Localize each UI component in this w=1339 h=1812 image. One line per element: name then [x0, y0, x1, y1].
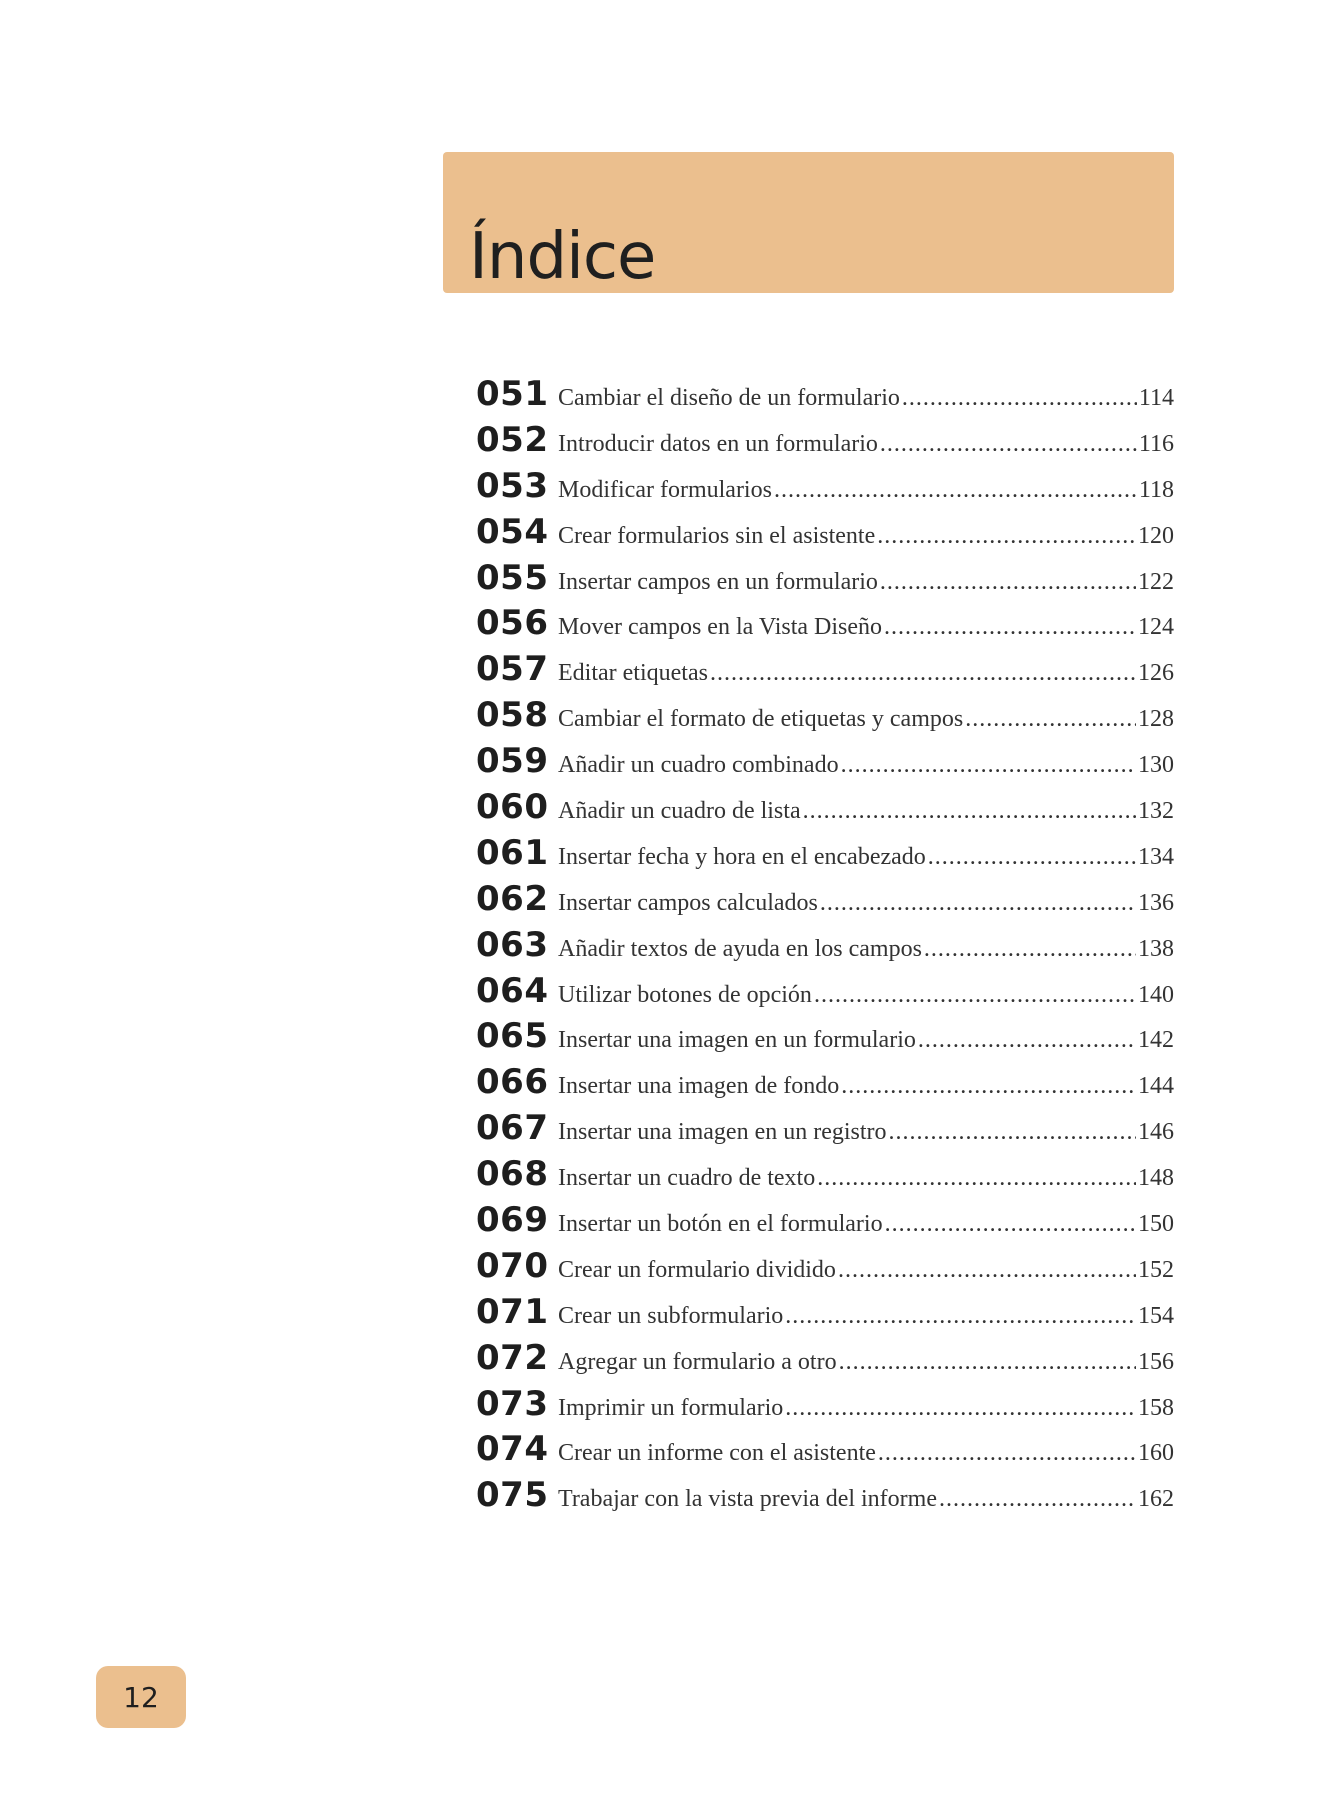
toc-entry: [476, 1292, 1174, 1338]
toc-entry-number: 066: [476, 1062, 549, 1103]
toc-entry: [476, 741, 1174, 787]
toc-entry-page: 134: [1138, 843, 1174, 870]
dot-leader: [878, 1440, 1136, 1467]
page-title: Índice: [469, 220, 656, 294]
toc-entry-number: 056: [476, 603, 549, 644]
toc-entry: [476, 420, 1174, 466]
toc-entry-title: Crear un informe con el asistente: [558, 1440, 876, 1467]
toc-entry-number: 062: [476, 878, 549, 919]
toc-entry-title: Crear un subformulario: [558, 1302, 784, 1329]
dot-leader: [880, 569, 1136, 596]
toc-entry-title: Insertar una imagen en un registro: [558, 1119, 887, 1146]
dot-leader: [803, 798, 1136, 825]
toc-entry-number: 065: [476, 1016, 549, 1057]
toc-entry-title: Trabajar con la vista previa del informe: [558, 1486, 937, 1513]
toc-entry: [476, 374, 1174, 420]
toc-entry: [476, 971, 1174, 1017]
toc-entry-title: Insertar fecha y hora en el encabezado: [558, 843, 926, 870]
toc-entry-number: 058: [476, 695, 549, 736]
toc-entry: [476, 1062, 1174, 1108]
dot-leader: [885, 1211, 1136, 1238]
toc-entry-title: Crear formularios sin el asistente: [558, 522, 876, 549]
toc-entry-title: Insertar campos calculados: [558, 889, 818, 916]
toc-entry-page: 124: [1138, 614, 1174, 641]
toc-entry: [476, 925, 1174, 971]
toc-entry-page: 128: [1138, 706, 1174, 733]
toc-entry: [476, 787, 1174, 833]
dot-leader: [902, 385, 1137, 412]
toc-entry: [476, 1475, 1174, 1521]
title-band: [443, 152, 1174, 293]
toc-entry-number: 054: [476, 511, 549, 552]
toc-entry: [476, 1200, 1174, 1246]
dot-leader: [785, 1303, 1136, 1330]
toc-entry-title: Insertar un cuadro de texto: [558, 1165, 816, 1192]
toc-entry: [476, 1246, 1174, 1292]
toc-entry: [476, 558, 1174, 604]
dot-leader: [841, 752, 1136, 779]
dot-leader: [965, 706, 1136, 733]
toc-entry: [476, 695, 1174, 741]
toc-entry-title: Cambiar el diseño de un formulario: [558, 385, 900, 411]
dot-leader: [841, 1073, 1136, 1100]
toc-entry-title: Utilizar botones de opción: [558, 981, 812, 1008]
toc-entry: [476, 1108, 1174, 1154]
toc-entry: [476, 649, 1174, 695]
toc-entry-page: 154: [1138, 1302, 1174, 1329]
toc-entry-number: 061: [476, 832, 549, 873]
toc-entry-number: 057: [476, 649, 549, 690]
dot-leader: [817, 1165, 1136, 1192]
toc-entry-title: Insertar una imagen de fondo: [558, 1073, 840, 1100]
toc-entry-number: 067: [476, 1108, 549, 1149]
toc-entry-title: Cambiar el formato de etiquetas y campos: [558, 706, 964, 733]
dot-leader: [877, 523, 1136, 550]
table-of-contents: [476, 374, 1174, 1521]
toc-entry-page: 136: [1138, 889, 1174, 916]
dot-leader: [924, 936, 1136, 963]
toc-entry-page: 162: [1138, 1486, 1174, 1513]
toc-entry-page: 150: [1138, 1211, 1174, 1238]
dot-leader: [774, 477, 1137, 504]
toc-entry-title: Editar etiquetas: [558, 660, 708, 687]
toc-entry-number: 052: [476, 419, 549, 460]
dot-leader: [939, 1486, 1136, 1513]
dot-leader: [785, 1395, 1136, 1422]
dot-leader: [884, 614, 1136, 641]
toc-entry: [476, 1429, 1174, 1475]
toc-entry-page: 130: [1138, 752, 1174, 779]
toc-entry-page: 142: [1138, 1027, 1174, 1054]
toc-entry-page: 140: [1138, 981, 1174, 1008]
dot-leader: [820, 890, 1136, 917]
toc-entry-number: 071: [476, 1291, 549, 1332]
dot-leader: [928, 844, 1136, 871]
toc-entry-title: Agregar un formulario a otro: [558, 1348, 837, 1375]
toc-entry-number: 074: [476, 1429, 549, 1470]
dot-leader: [710, 660, 1136, 687]
toc-entry: [476, 512, 1174, 558]
toc-entry: [476, 466, 1174, 512]
toc-entry-page: 152: [1138, 1256, 1174, 1283]
toc-entry-number: 068: [476, 1154, 549, 1195]
toc-entry-title: Añadir un cuadro de lista: [558, 798, 801, 825]
toc-entry-number: 051: [476, 374, 549, 414]
toc-entry-title: Modificar formularios: [558, 476, 772, 503]
toc-entry-number: 070: [476, 1245, 549, 1286]
toc-entry-number: 073: [476, 1383, 549, 1424]
toc-entry: [476, 833, 1174, 879]
dot-leader: [814, 982, 1136, 1009]
toc-entry-page: 120: [1138, 522, 1174, 549]
toc-entry-page: 122: [1138, 568, 1174, 595]
toc-entry-title: Insertar un botón en el formulario: [558, 1211, 883, 1238]
toc-entry-number: 055: [476, 557, 549, 598]
toc-entry-number: 063: [476, 924, 549, 965]
dot-leader: [839, 1349, 1136, 1376]
toc-entry-page: 138: [1138, 935, 1174, 962]
toc-entry: [476, 1154, 1174, 1200]
toc-entry-page: 146: [1138, 1119, 1174, 1146]
toc-entry-number: 072: [476, 1337, 549, 1378]
toc-entry-number: 075: [476, 1475, 549, 1516]
toc-entry-number: 069: [476, 1200, 549, 1241]
toc-entry-number: 064: [476, 970, 549, 1011]
dot-leader: [838, 1257, 1136, 1284]
toc-entry: [476, 603, 1174, 649]
toc-entry-page: 132: [1138, 798, 1174, 825]
toc-entry-page: 158: [1138, 1394, 1174, 1421]
dot-leader: [918, 1027, 1136, 1054]
toc-entry-page: 144: [1138, 1073, 1174, 1100]
toc-entry-page: 160: [1138, 1440, 1174, 1467]
dot-leader: [889, 1119, 1136, 1146]
toc-entry-number: 053: [476, 465, 549, 506]
toc-entry: [476, 1384, 1174, 1430]
dot-leader: [880, 431, 1137, 458]
toc-entry-title: Insertar una imagen en un formulario: [558, 1027, 916, 1054]
toc-entry-title: Mover campos en la Vista Diseño: [558, 614, 883, 641]
toc-entry-page: 126: [1138, 660, 1174, 687]
toc-entry-number: 060: [476, 787, 549, 828]
toc-entry-title: Añadir textos de ayuda en los campos: [558, 935, 922, 962]
toc-entry-page: 148: [1138, 1165, 1174, 1192]
toc-entry-title: Imprimir un formulario: [558, 1394, 784, 1421]
page-number-badge: 12: [96, 1666, 186, 1728]
toc-entry-page: 116: [1138, 430, 1174, 457]
toc-entry: [476, 1016, 1174, 1062]
toc-entry-title: Crear un formulario dividido: [558, 1256, 836, 1283]
toc-entry-title: Introducir datos en un formulario: [558, 430, 878, 457]
toc-entry: [476, 879, 1174, 925]
toc-entry-title: Insertar campos en un formulario: [558, 568, 878, 595]
toc-entry-number: 059: [476, 741, 549, 782]
toc-entry-page: 114: [1138, 385, 1174, 411]
toc-entry-title: Añadir un cuadro combinado: [558, 752, 839, 779]
toc-entry-page: 156: [1138, 1348, 1174, 1375]
toc-entry: [476, 1338, 1174, 1384]
toc-entry-page: 118: [1138, 476, 1174, 503]
